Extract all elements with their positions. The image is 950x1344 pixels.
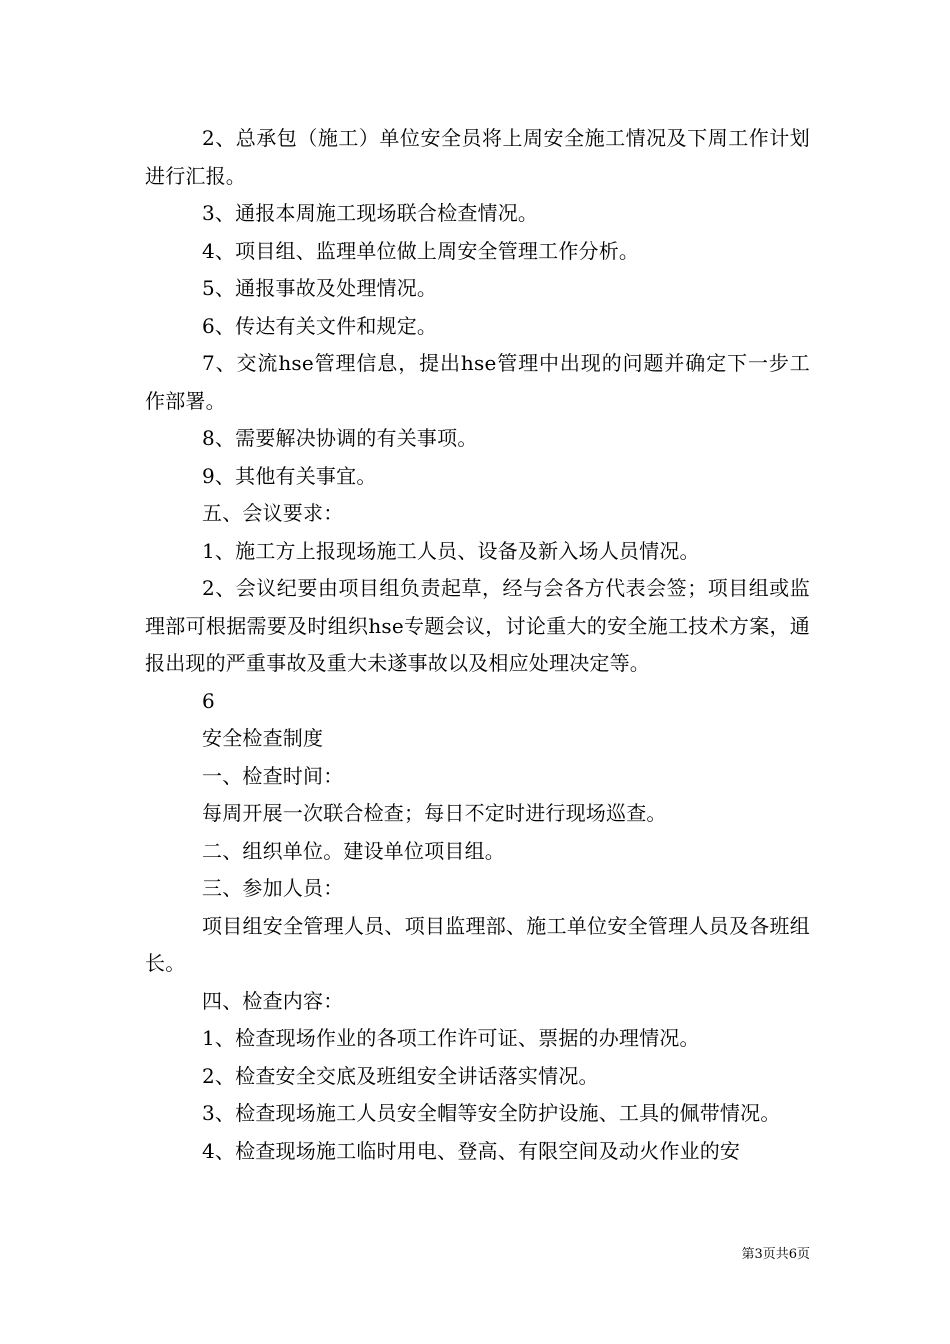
- paragraph: 2、会议纪要由项目组负责起草，经与会各方代表会签；项目组或监理部可根据需要及时组织hse专题会议，讨论重大的安全施工技术方案，通报出现的严重事故及重大未遂事故以及相应处理决定等。: [145, 576, 810, 675]
- section-title: 安全检查制度: [202, 726, 324, 750]
- page-number-footer: 第3页共6页: [741, 1247, 810, 1262]
- paragraph: 3、通报本周施工现场联合检查情况。: [202, 201, 539, 225]
- paragraph: 1、施工方上报现场施工人员、设备及新入场人员情况。: [202, 538, 700, 563]
- paragraph: 3、检查现场施工人员安全帽等安全防护设施、工具的佩带情况。: [202, 1101, 781, 1125]
- paragraph: 9、其他有关事宜。: [202, 463, 377, 488]
- paragraph: 4、检查现场施工临时用电、登高、有限空间及动火作业的安: [202, 1138, 741, 1163]
- section-number: 6: [202, 688, 215, 713]
- section-heading: 三、参加人员：: [202, 876, 344, 900]
- document-body: [145, 120, 810, 1170]
- paragraph: 1、检查现场作业的各项工作许可证、票据的办理情况。: [202, 1026, 700, 1050]
- paragraph: 4、项目组、监理单位做上周安全管理工作分析。: [202, 238, 640, 263]
- paragraph: 5、通报事故及处理情况。: [202, 276, 438, 300]
- section-heading: 二、组织单位。建设单位项目组。: [202, 838, 505, 863]
- paragraph: 项目组安全管理人员、项目监理部、施工单位安全管理人员及各班组长。: [145, 913, 810, 975]
- paragraph: 2、检查安全交底及班组安全讲话落实情况。: [202, 1063, 599, 1088]
- paragraph: 每周开展一次联合检查；每日不定时进行现场巡查。: [202, 801, 667, 825]
- paragraph: 7、交流hse管理信息，提出hse管理中出现的问题并确定下一步工作部署。: [145, 351, 810, 413]
- paragraph: 2、总承包（施工）单位安全员将上周安全施工情况及下周工作计划进行汇报。: [145, 126, 810, 188]
- section-heading: 一、检查时间：: [202, 763, 344, 788]
- paragraph: 6、传达有关文件和规定。: [202, 313, 438, 338]
- section-heading: 四、检查内容：: [202, 988, 344, 1013]
- paragraph: 8、需要解决协调的有关事项。: [202, 426, 478, 450]
- section-heading: 五、会议要求：: [202, 501, 344, 525]
